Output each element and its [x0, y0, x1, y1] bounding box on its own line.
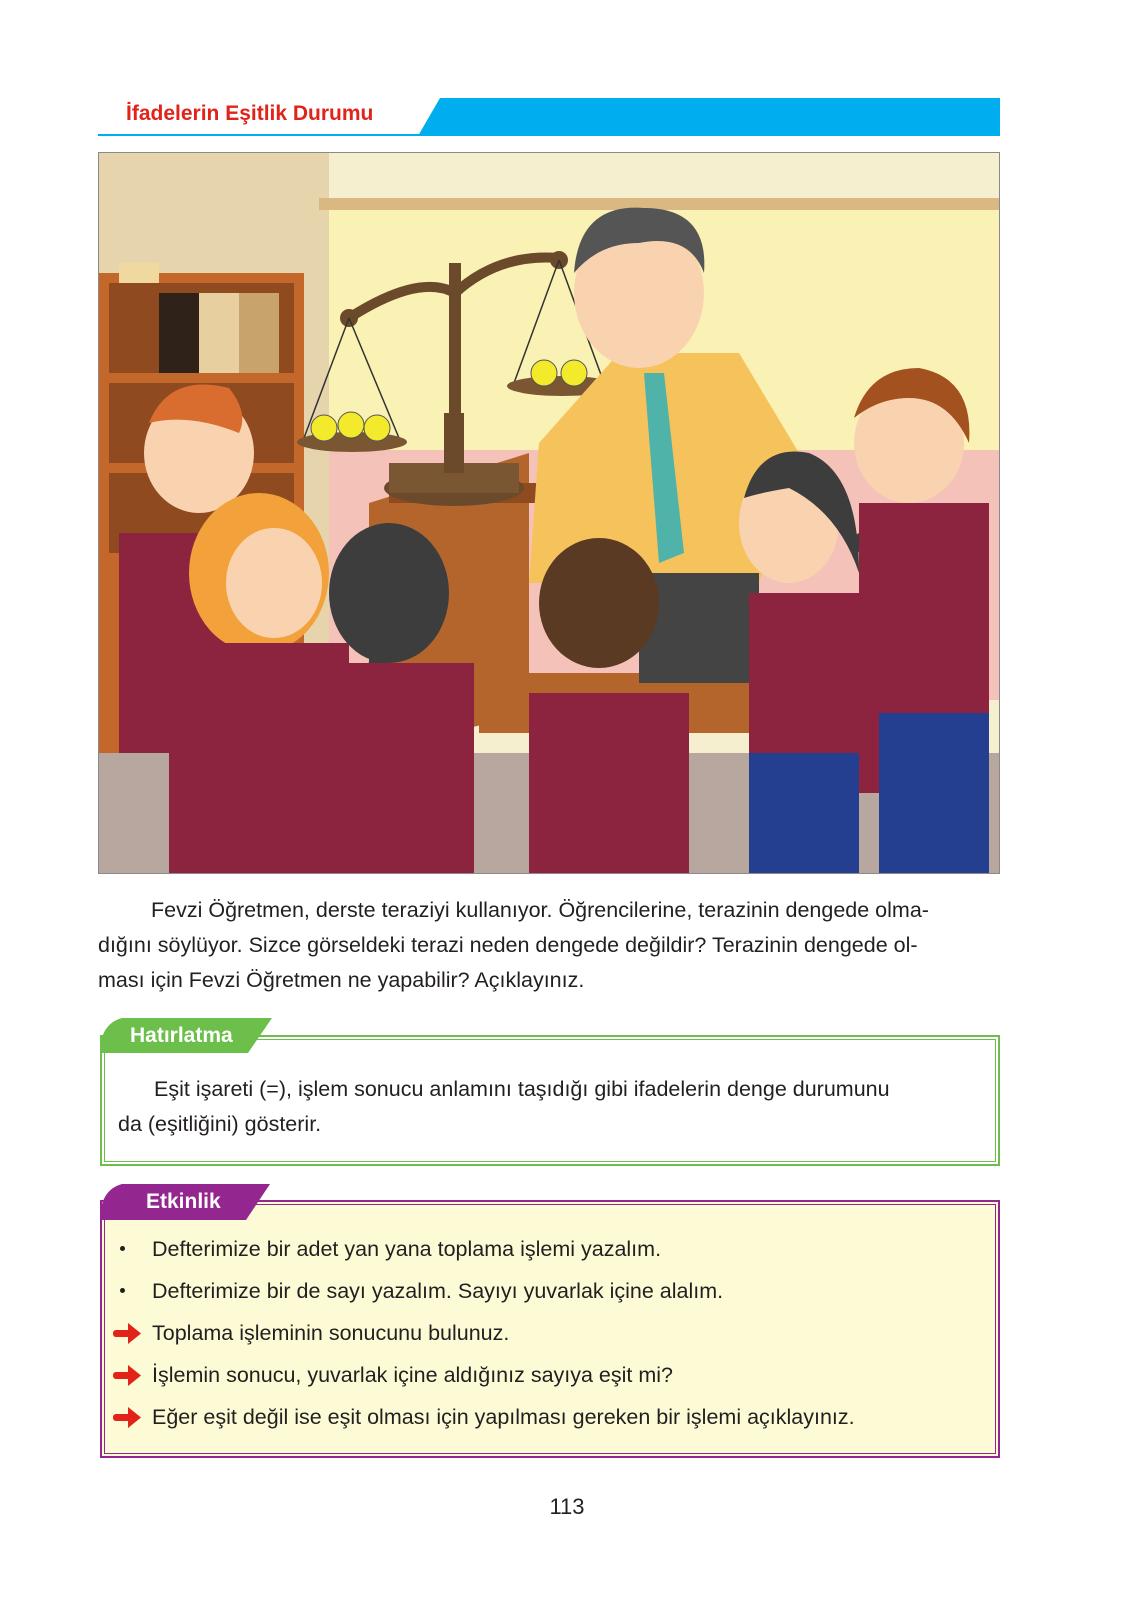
reminder-text	[118, 1072, 988, 1142]
arrow-icon	[110, 1360, 144, 1390]
intro-line: Fevzi Öğretmen, derste teraziyi kullanıyor. Öğrencilerine, terazinin dengede olma-	[151, 898, 929, 922]
reminder-line: da (eşitliğini) gösterir.	[118, 1112, 322, 1136]
activity-item	[110, 1234, 990, 1276]
activity-item	[110, 1360, 990, 1402]
intro-line: ması için Fevzi Öğretmen ne yapabilir? Açıklayınız.	[98, 968, 585, 992]
classroom-illustration	[98, 152, 1000, 874]
activity-item-text: Eğer eşit değil ise eşit olması için yapılması gereken bir işlemi açıklayınız.	[152, 1405, 855, 1429]
reminder-line: Eşit işareti (=), işlem sonucu anlamını taşıdığı gibi ifadelerin denge durumunu	[154, 1077, 890, 1101]
arrow-icon	[110, 1402, 144, 1432]
header-blue-band	[418, 98, 1000, 136]
activity-list	[110, 1234, 990, 1444]
section-header	[98, 98, 1000, 138]
intro-paragraph	[98, 893, 1000, 998]
bullet-icon	[110, 1234, 144, 1264]
section-title: İfadelerin Eşitlik Durumu	[126, 102, 374, 125]
activity-item	[110, 1276, 990, 1318]
activity-item-text: Defterimize bir de sayı yazalım. Sayıyı yuvarlak içine alalım.	[152, 1279, 724, 1303]
activity-item-text: Toplama işleminin sonucunu bulunuz.	[152, 1321, 510, 1345]
intro-line: dığını söylüyor. Sizce görseldeki terazi neden dengede değildir? Terazinin dengede ol-	[98, 933, 918, 957]
arrow-icon	[110, 1318, 144, 1348]
page-number: 113	[549, 1494, 585, 1519]
activity-item	[110, 1318, 990, 1360]
activity-item	[110, 1402, 990, 1444]
activity-item-text: Defterimize bir adet yan yana toplama işlemi yazalım.	[152, 1237, 662, 1261]
reminder-label: Hatırlatma	[130, 1024, 233, 1047]
activity-item-text: İşlemin sonucu, yuvarlak içine aldığınız sayıya eşit mi?	[152, 1363, 674, 1387]
activity-label: Etkinlik	[146, 1190, 221, 1213]
bullet-icon	[110, 1276, 144, 1306]
header-underline	[98, 134, 438, 136]
